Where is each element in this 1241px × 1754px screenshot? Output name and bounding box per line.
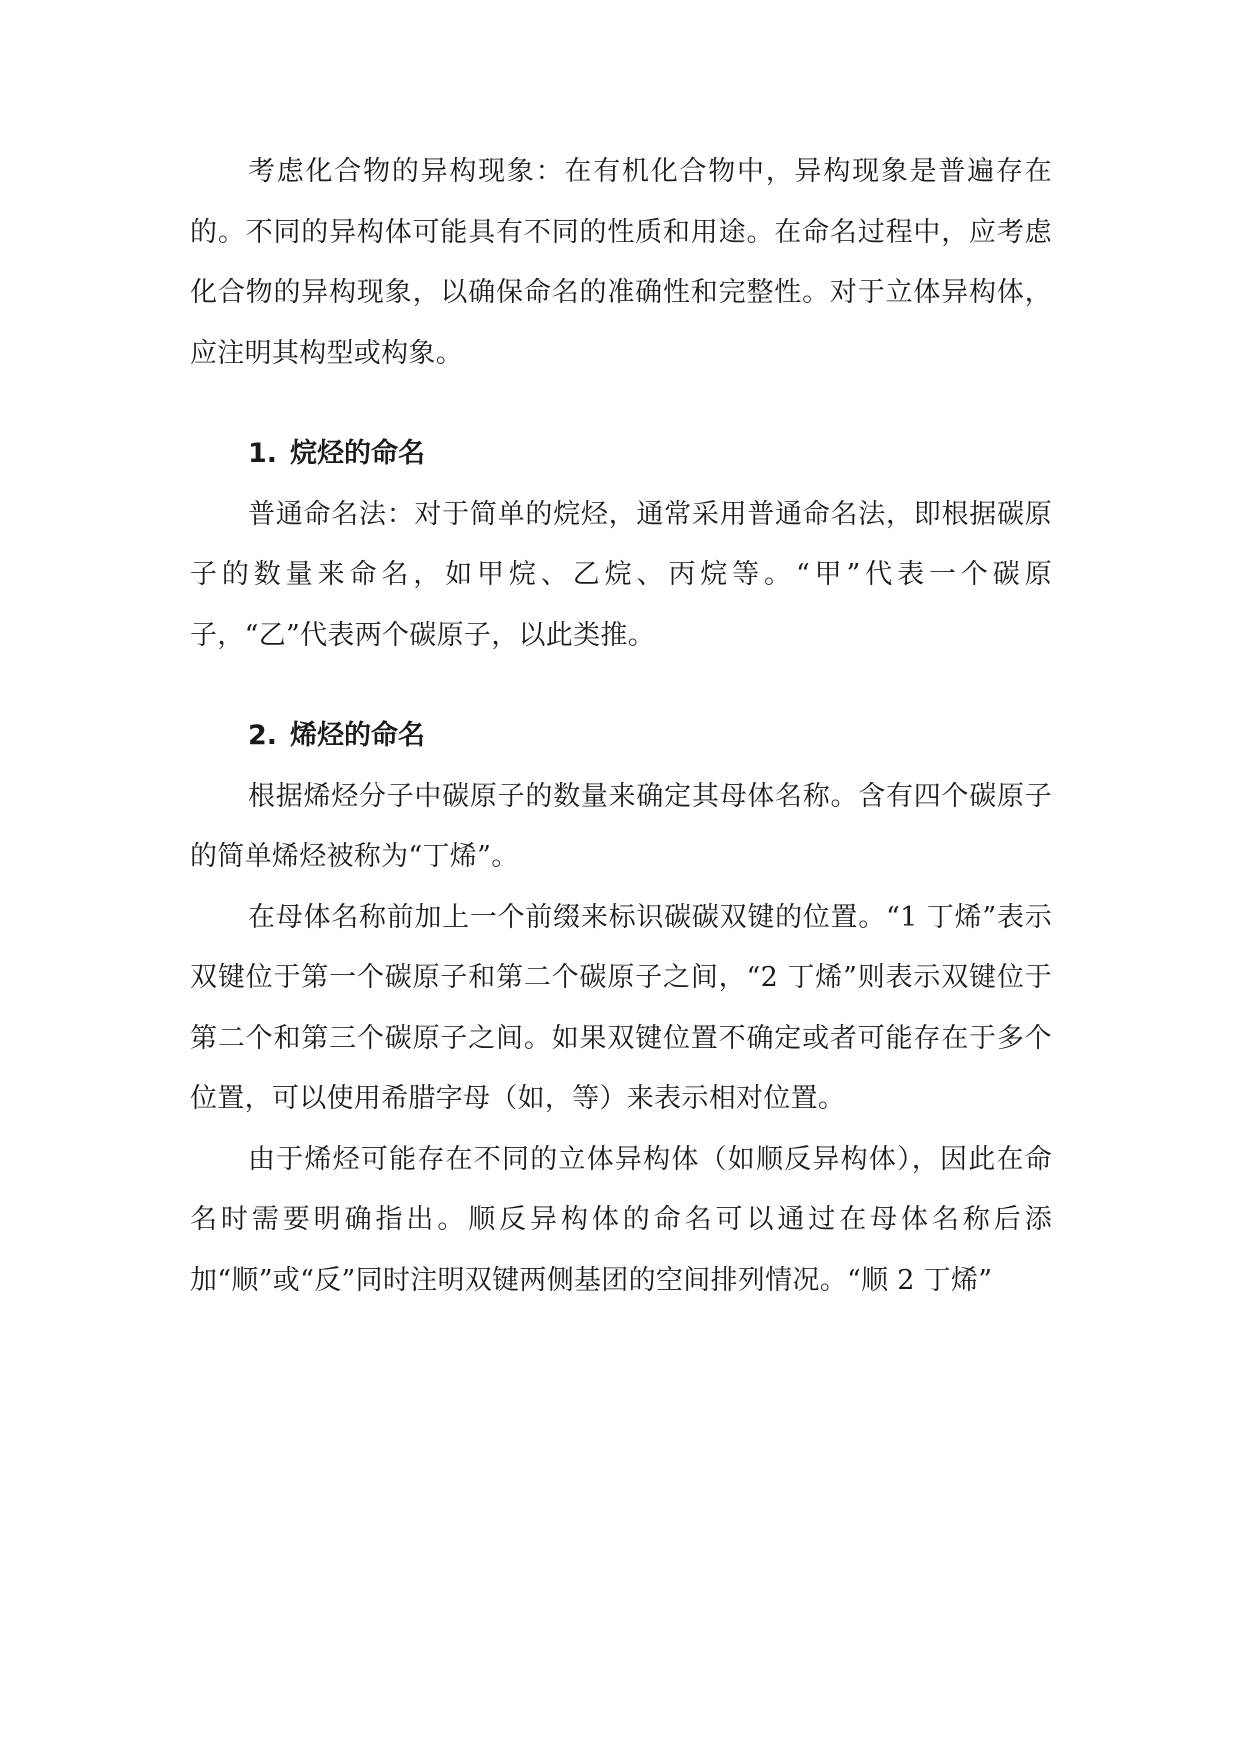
document-body bbox=[190, 142, 1052, 1311]
paragraph-parent-name: 根据烯烃分子中碳原子的数量来确定其母体名称。含有四个碳原子的简单烯烃被称为“丁烯”。 bbox=[190, 780, 1052, 872]
section-heading-alkene bbox=[190, 706, 1052, 767]
paragraph-stereoisomer: 由于烯烃可能存在不同的立体异构体（如顺反异构体），因此在命名时需要明确指出。顺反异构体的命名可以通过在母体名称后添加“顺”或“反”同时注明双键两侧基团的空间排列情况。“顺 2 丁烯” bbox=[190, 1143, 1052, 1296]
section-number: 2. bbox=[248, 720, 278, 751]
paragraph-double-bond-position: 在母体名称前加上一个前缀来标识碳碳双键的位置。“1 丁烯”表示双键位于第一个碳原子和第二个碳原子之间，“2 丁烯”则表示双键位于第二个和第三个碳原子之间。如果双键位置不确定或者可能存在于多个位置，可以使用希腊字母（如，等）来表示相对位置。 bbox=[190, 901, 1052, 1114]
section-heading-alkane bbox=[190, 424, 1052, 485]
paragraph-isomerism: 考虑化合物的异构现象：在有机化合物中，异构现象是普遍存在的。不同的异构体可能具有不同的性质和用途。在命名过程中，应考虑化合物的异构现象，以确保命名的准确性和完整性。对于立体异构体，应注明其构型或构象。 bbox=[190, 156, 1052, 369]
spacer bbox=[190, 666, 1052, 706]
spacer bbox=[190, 384, 1052, 424]
section-title: 烷烃的命名 bbox=[290, 438, 425, 469]
paragraph-common-naming: 普通命名法：对于简单的烷烃，通常采用普通命名法，即根据碳原子的数量来命名，如甲烷、乙烷、丙烷等。“甲”代表一个碳原子，“乙”代表两个碳原子，以此类推。 bbox=[190, 498, 1052, 651]
section-number: 1. bbox=[248, 438, 278, 469]
section-title: 烯烃的命名 bbox=[290, 720, 425, 751]
